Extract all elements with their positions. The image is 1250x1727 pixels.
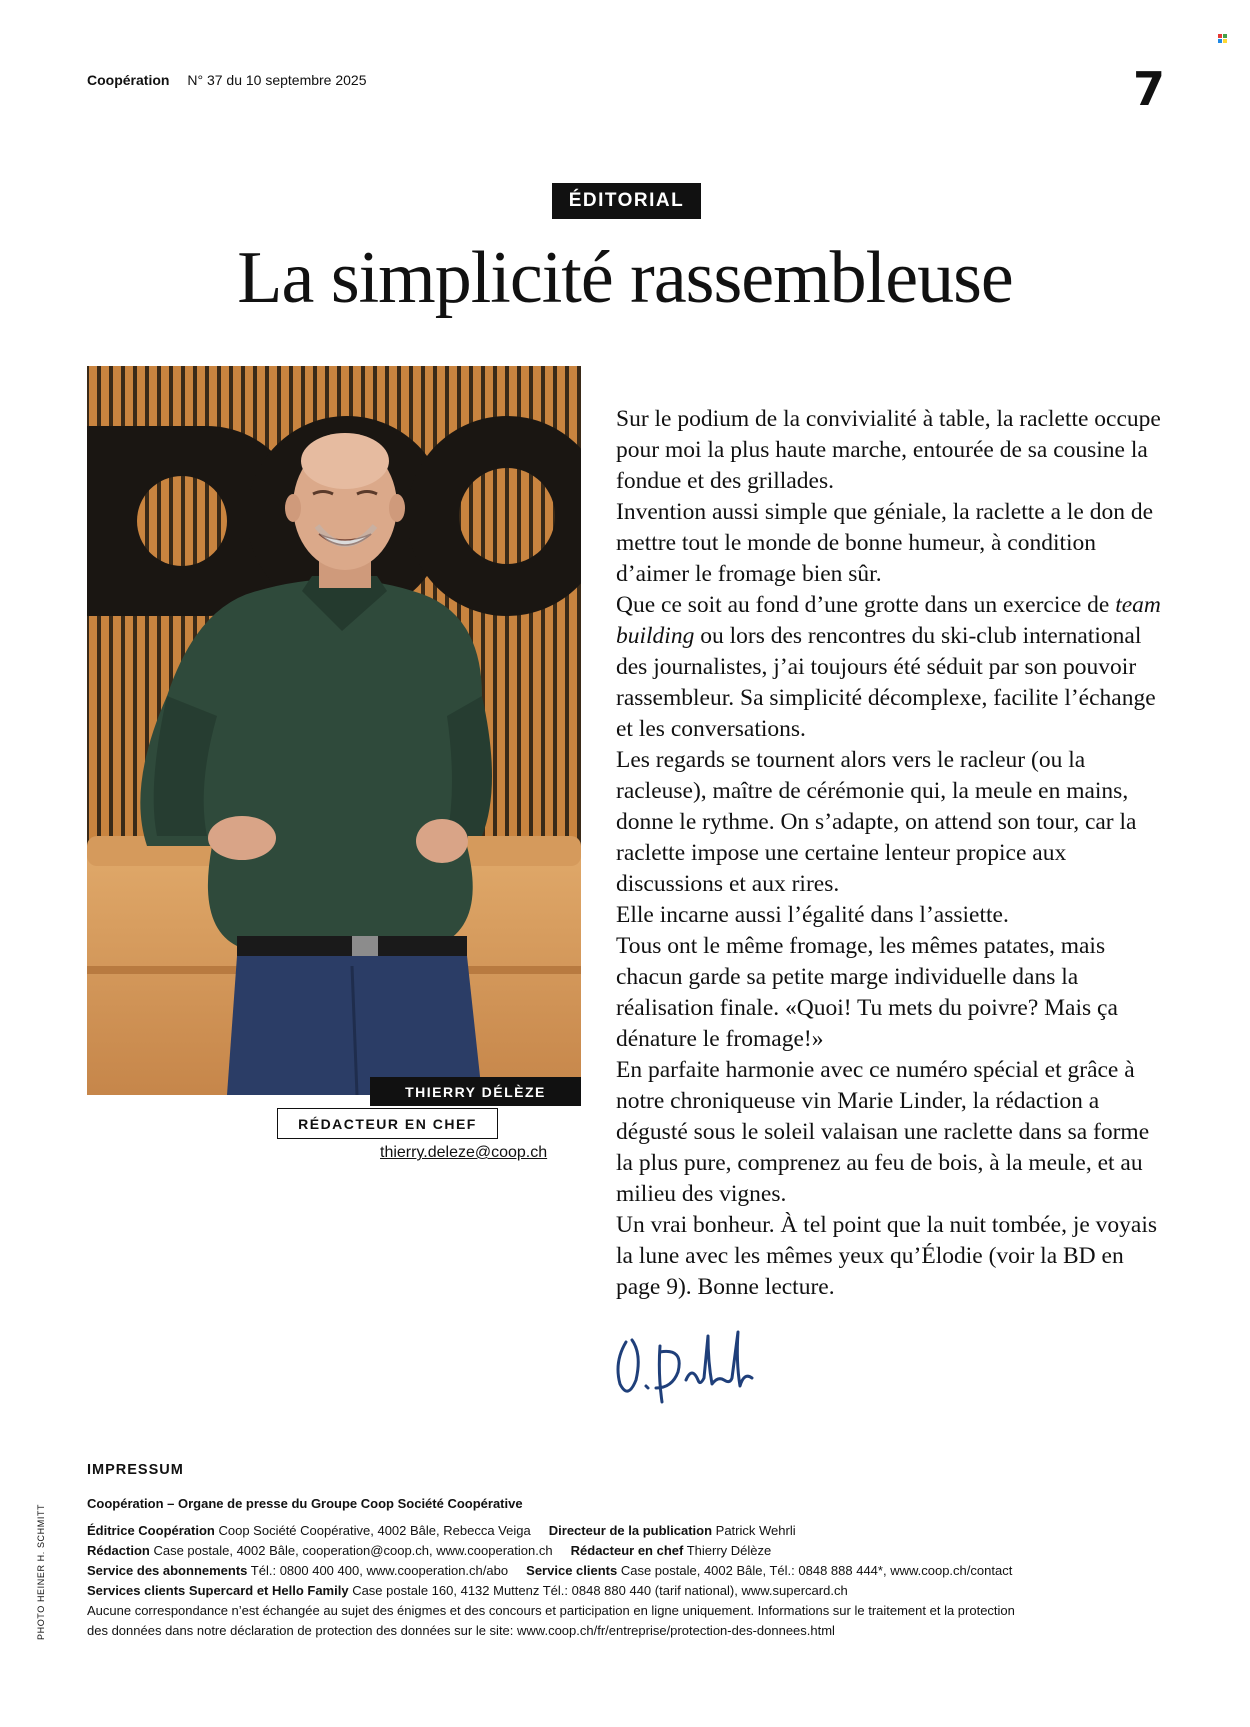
author-role-label: RÉDACTEUR EN CHEF bbox=[277, 1108, 498, 1139]
photo-credit: PHOTO HEINER H. SCHMITT bbox=[36, 1503, 46, 1640]
impressum-title: IMPRESSUM bbox=[87, 1462, 184, 1478]
issue-info: N° 37 du 10 septembre 2025 bbox=[187, 72, 367, 88]
headline: La simplicité rassembleuse bbox=[237, 237, 1013, 319]
impressum-redaction: Rédaction Case postale, 4002 Bâle, cooperation@coop.ch, www.cooperation.ch Rédacteur en chef Thierry Délèze bbox=[87, 1543, 772, 1558]
impressum-note-line1: Aucune correspondance n’est échangée au sujet des énigmes et des concours et participation en ligne uniquement. Informations sur le traitement et la protection bbox=[87, 1603, 1015, 1618]
section-tag: ÉDITORIAL bbox=[552, 183, 701, 219]
color-registration-mark bbox=[1218, 34, 1227, 43]
paragraph: Tous ont le même fromage, les mêmes patates, mais chacun garde sa petite marge individuelle dans la réalisation finale. «Quoi! Tu mets du poivre? Mais ça dénature le fromage!» bbox=[616, 933, 1118, 1052]
impressum-services: Service des abonnements Tél.: 0800 400 400, www.cooperation.ch/abo Service clients Case postale, 4002 Bâle, Tél.: 0848 888 444*, www.coop.ch/contact bbox=[87, 1563, 1013, 1578]
paragraph: Les regards se tournent alors vers le racleur (ou la racleuse), maître de cérémonie qui, la meule en mains, donne le rythme. On s’adapte, on attend son tour, car la raclette impose une certaine lenteur propice aux discussions et aux rires. bbox=[616, 747, 1137, 897]
paragraph: Un vrai bonheur. À tel point que la nuit tombée, je voyais la lune avec les mêmes yeux qu’Élodie (voir la BD en page 9). Bonne lecture. bbox=[616, 1212, 1158, 1300]
paragraph: Que ce soit au fond d’une grotte dans un exercice de team building ou lors des rencontres du ski-club international des journalistes, j’ai toujours été séduit par son pouvoir rassembleur. Sa simplicité décomplexe, facilite l’échange et les conversations. bbox=[616, 592, 1161, 742]
paragraph: Sur le podium de la convivialité à table, la raclette occupe pour moi la plus haute marche, entourée de sa cousine la fondue et des grillades. bbox=[616, 406, 1161, 494]
handwritten-signature bbox=[612, 1322, 762, 1412]
publication-name: Coopération bbox=[87, 72, 170, 88]
impressum-publisher: Éditrice Coopération Coop Société Coopérative, 4002 Bâle, Rebecca Veiga Directeur de la publication Patrick Wehrli bbox=[87, 1523, 796, 1538]
author-email-link[interactable]: thierry.deleze@coop.ch bbox=[380, 1144, 548, 1161]
author-photo bbox=[87, 366, 581, 1095]
paragraph: Elle incarne aussi l’égalité dans l’assiette. bbox=[616, 902, 1009, 928]
author-photo-illustration bbox=[87, 366, 581, 1095]
impressum-supercard: Services clients Supercard et Hello Family Case postale 160, 4132 Muttenz Tél.: 0848 880 440 (tarif national), www.supercard.ch bbox=[87, 1583, 848, 1598]
paragraph: En parfaite harmonie avec ce numéro spécial et grâce à notre chroniqueuse vin Marie Linder, la rédaction a dégusté sous le soleil valaisan une raclette dans sa forme la plus pure, comprenez au feu de bois, à la meule, et au milieu des vignes. bbox=[616, 1057, 1150, 1207]
page-header bbox=[87, 72, 367, 88]
impressum-organ: Coopération – Organe de presse du Groupe Coop Société Coopérative bbox=[87, 1496, 523, 1511]
author-signature bbox=[612, 1322, 762, 1417]
page-number: 7 bbox=[1133, 62, 1166, 116]
impressum-note-line2: des données dans notre déclaration de protection des données sur le site: www.coop.ch/fr/entreprise/protection-des-donnees.html bbox=[87, 1623, 835, 1638]
author-name-label: THIERRY DÉLÈZE bbox=[370, 1077, 581, 1106]
paragraph: Invention aussi simple que géniale, la raclette a le don de mettre tout le monde de bonne humeur, à condition d’aimer le fromage bien sûr. bbox=[616, 499, 1154, 587]
editorial-body bbox=[616, 404, 1161, 1303]
